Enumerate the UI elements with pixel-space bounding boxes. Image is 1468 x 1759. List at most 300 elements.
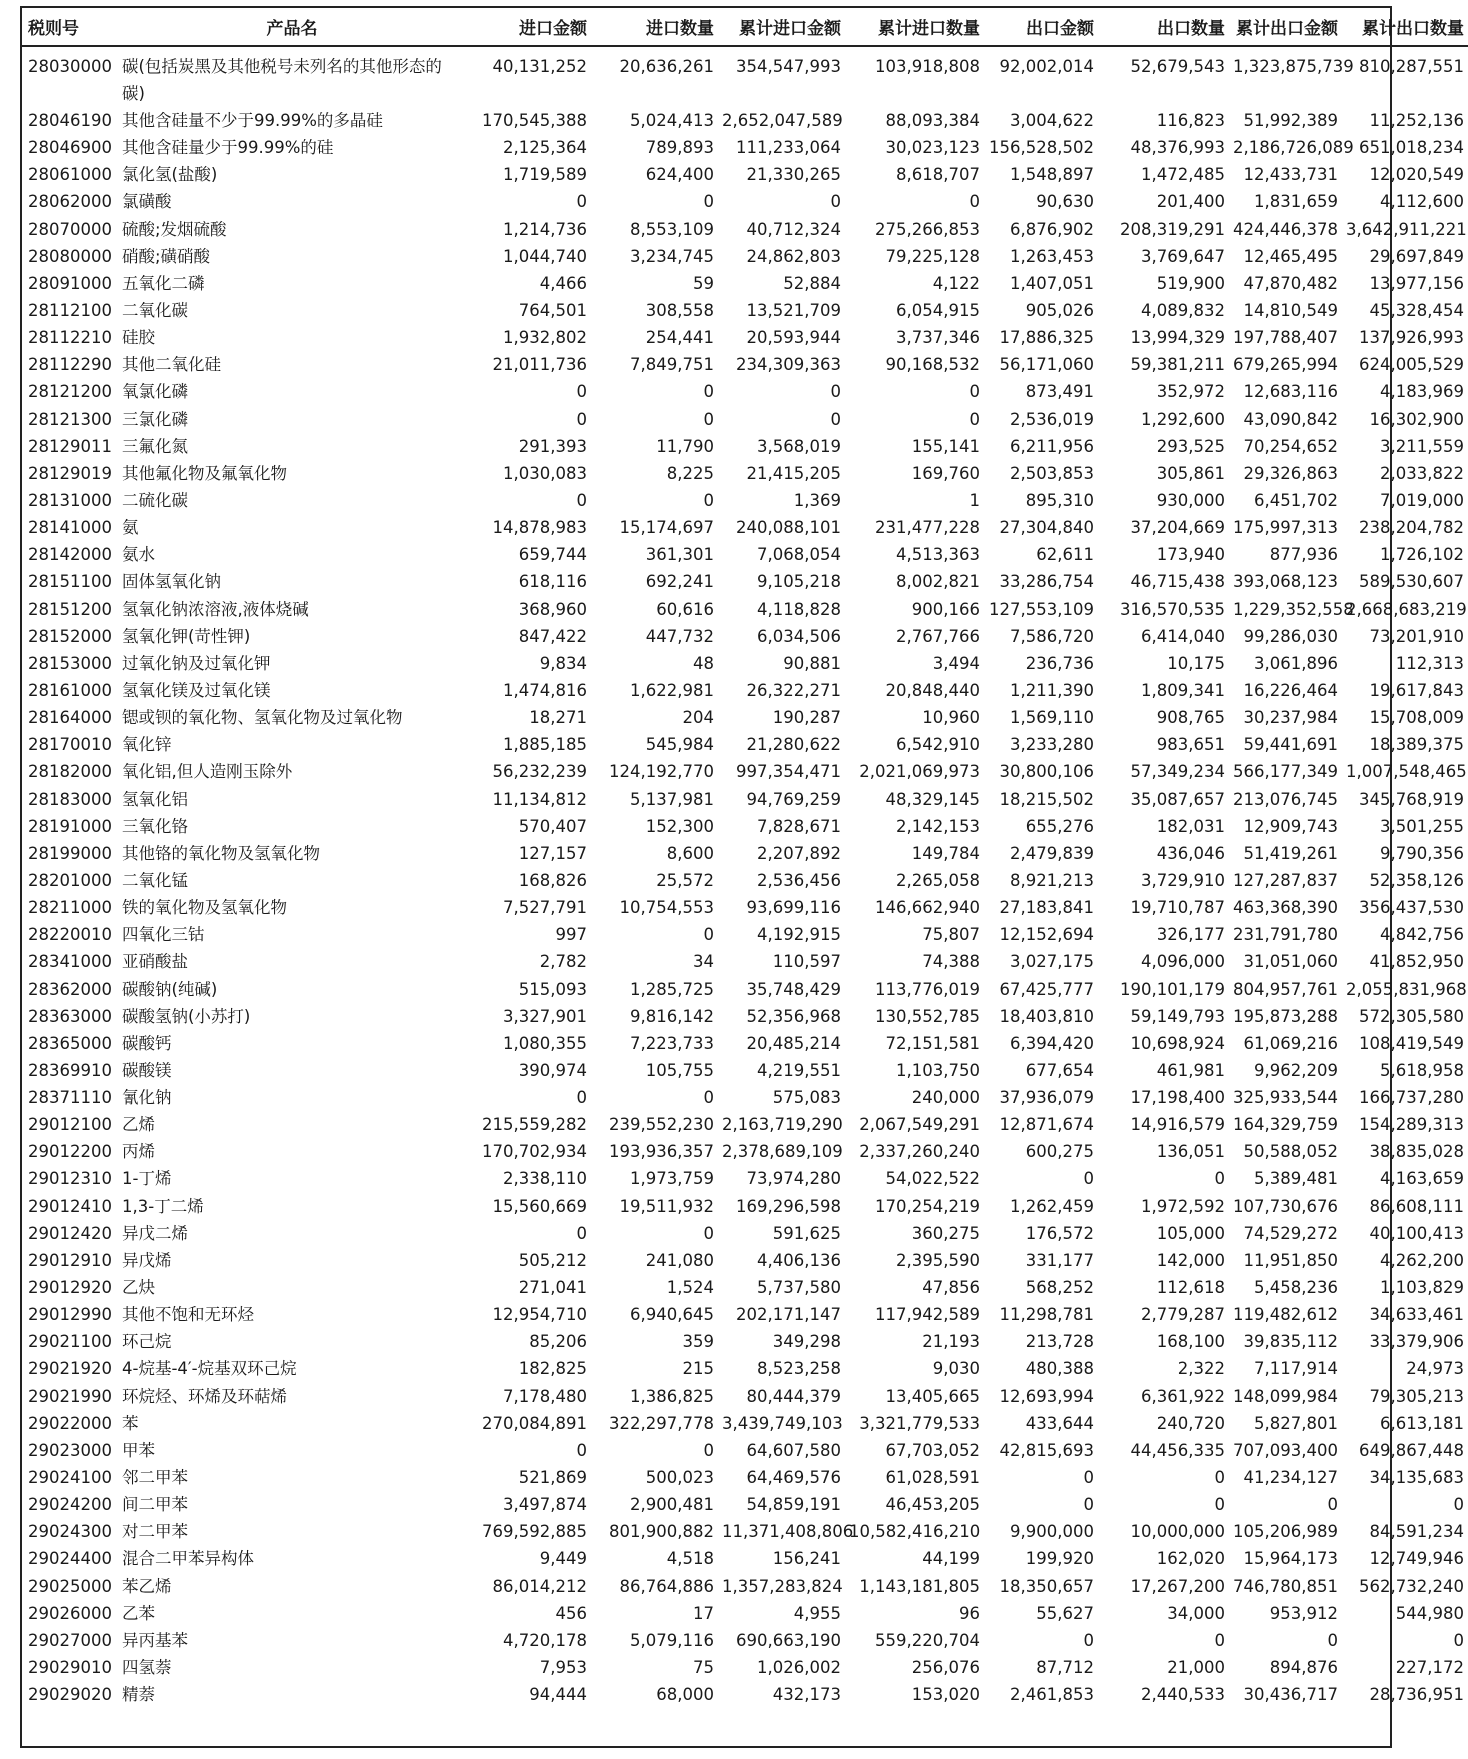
cell-product-name: 氯磺酸 <box>122 192 172 212</box>
cell-tariff-code: 29012420 <box>28 1223 112 1243</box>
cell-cumulative-export-amount: 424,446,378 <box>1233 219 1338 239</box>
cell-import-quantity: 1,386,825 <box>630 1386 714 1406</box>
cell-import-quantity: 75 <box>693 1658 714 1678</box>
cell-cumulative-import-amount: 432,173 <box>772 1685 841 1705</box>
cell-import-quantity: 254,441 <box>645 328 714 348</box>
cell-cumulative-export-amount: 175,997,313 <box>1233 518 1338 538</box>
cell-cumulative-import-quantity: 96 <box>959 1603 980 1623</box>
cell-import-amount: 86,014,212 <box>492 1576 587 1596</box>
cell-export-amount: 92,002,014 <box>999 57 1094 76</box>
cell-tariff-code: 28112100 <box>28 300 112 320</box>
cell-import-amount: 0 <box>576 1223 587 1243</box>
cell-cumulative-export-amount: 5,458,236 <box>1254 1278 1338 1298</box>
table-row <box>22 731 1468 758</box>
cell-export-amount: 895,310 <box>1025 490 1094 510</box>
cell-tariff-code: 28164000 <box>28 708 112 728</box>
cell-cumulative-import-amount: 54,859,191 <box>746 1495 841 1515</box>
cell-cumulative-export-amount: 16,226,464 <box>1243 680 1338 700</box>
cell-cumulative-export-amount: 30,237,984 <box>1243 708 1338 728</box>
cell-export-quantity: 52,679,543 <box>1130 57 1225 76</box>
cell-cumulative-import-amount: 64,607,580 <box>746 1440 841 1460</box>
cell-tariff-code: 28131000 <box>28 490 112 510</box>
cell-cumulative-export-quantity: 28,736,951 <box>1369 1685 1464 1705</box>
table-row <box>22 1165 1468 1192</box>
cell-cumulative-export-quantity: 649,867,448 <box>1359 1440 1464 1460</box>
cell-cumulative-export-amount: 804,957,761 <box>1233 979 1338 999</box>
table-row <box>22 813 1468 840</box>
cell-cumulative-export-amount: 1,323,875,739 <box>1233 57 1354 76</box>
cell-cumulative-import-quantity: 54,022,522 <box>885 1169 980 1189</box>
cell-tariff-code: 28152000 <box>28 626 112 646</box>
cell-tariff-code: 28070000 <box>28 219 112 239</box>
cell-cumulative-import-amount: 8,523,258 <box>757 1359 841 1379</box>
cell-tariff-code: 28220010 <box>28 925 112 945</box>
cell-cumulative-export-amount: 953,912 <box>1269 1603 1338 1623</box>
cell-cumulative-export-quantity: 154,289,313 <box>1359 1115 1464 1135</box>
cell-import-quantity: 124,192,770 <box>609 762 714 782</box>
cell-import-quantity: 3,234,745 <box>630 246 714 266</box>
cell-cumulative-import-quantity: 240,000 <box>911 1088 980 1108</box>
cell-cumulative-import-quantity: 48,329,145 <box>885 789 980 809</box>
table-row <box>22 948 1468 975</box>
table-row <box>22 1654 1468 1681</box>
cell-export-quantity: 162,020 <box>1156 1549 1225 1569</box>
cell-cumulative-import-quantity: 3,494 <box>932 653 980 673</box>
cell-export-quantity: 0 <box>1214 1630 1225 1650</box>
cell-export-amount: 156,528,502 <box>989 138 1094 158</box>
cell-import-quantity: 60,616 <box>656 599 714 619</box>
cell-export-amount: 1,263,453 <box>1010 246 1094 266</box>
cell-product-name: 乙烯 <box>122 1115 155 1135</box>
cell-cumulative-export-quantity: 589,530,607 <box>1359 572 1464 592</box>
cell-export-quantity: 1,809,341 <box>1141 680 1225 700</box>
cell-import-amount: 271,041 <box>518 1278 587 1298</box>
cell-import-quantity: 204 <box>682 708 714 728</box>
cell-tariff-code: 29012910 <box>28 1250 112 1270</box>
cell-cumulative-export-amount: 877,936 <box>1269 545 1338 565</box>
cell-import-amount: 1,885,185 <box>503 735 587 755</box>
table-row <box>22 1220 1468 1247</box>
cell-cumulative-import-quantity: 10,582,416,210 <box>849 1522 981 1542</box>
cell-cumulative-import-quantity: 2,067,549,291 <box>859 1115 980 1135</box>
cell-export-amount: 433,644 <box>1025 1413 1094 1433</box>
cell-export-amount: 12,152,694 <box>999 925 1094 945</box>
cell-cumulative-import-amount: 21,330,265 <box>746 165 841 185</box>
cell-cumulative-export-quantity: 108,419,549 <box>1359 1033 1464 1053</box>
cell-cumulative-export-amount: 11,951,850 <box>1243 1250 1338 1270</box>
cell-import-amount: 570,407 <box>518 816 587 836</box>
table-row <box>22 1328 1468 1355</box>
cell-tariff-code: 29012200 <box>28 1142 112 1162</box>
cell-product-name: 碳酸钠(纯碱) <box>122 979 218 999</box>
cell-tariff-code: 29029010 <box>28 1658 112 1678</box>
cell-cumulative-import-quantity: 72,151,581 <box>885 1033 980 1053</box>
cell-export-quantity: 10,000,000 <box>1130 1522 1225 1542</box>
cell-product-name: 苯乙烯 <box>122 1576 172 1596</box>
cell-cumulative-export-quantity: 52,358,126 <box>1369 870 1464 890</box>
cell-cumulative-export-quantity: 356,437,530 <box>1359 898 1464 918</box>
cell-cumulative-export-amount: 5,827,801 <box>1254 1413 1338 1433</box>
cell-cumulative-import-amount: 7,828,671 <box>757 816 841 836</box>
table-row <box>22 1030 1468 1057</box>
cell-tariff-code: 28046900 <box>28 138 112 158</box>
cell-import-amount: 1,044,740 <box>503 246 587 266</box>
header-cumulative-import-amount: 累计进口金额 <box>718 8 845 46</box>
cell-cumulative-import-quantity: 103,918,808 <box>875 57 980 76</box>
cell-export-amount: 6,211,956 <box>1010 436 1094 456</box>
cell-export-quantity: 13,994,329 <box>1130 328 1225 348</box>
cell-tariff-code: 29024100 <box>28 1468 112 1488</box>
cell-cumulative-export-quantity: 3,642,911,221 <box>1346 219 1467 239</box>
cell-export-quantity: 35,087,657 <box>1130 789 1225 809</box>
cell-cumulative-import-quantity: 2,395,590 <box>896 1250 980 1270</box>
cell-export-amount: 677,654 <box>1025 1060 1094 1080</box>
cell-cumulative-import-quantity: 170,254,219 <box>875 1196 980 1216</box>
cell-tariff-code: 28112290 <box>28 355 112 375</box>
cell-export-amount: 12,693,994 <box>999 1386 1094 1406</box>
cell-cumulative-export-amount: 59,441,691 <box>1243 735 1338 755</box>
cell-cumulative-import-quantity: 256,076 <box>911 1658 980 1678</box>
cell-tariff-code: 28199000 <box>28 843 112 863</box>
cell-cumulative-import-amount: 21,415,205 <box>746 463 841 483</box>
cell-cumulative-import-quantity: 3,737,346 <box>896 328 980 348</box>
cell-import-quantity: 0 <box>703 1223 714 1243</box>
cell-tariff-code: 28183000 <box>28 789 112 809</box>
cell-export-amount: 655,276 <box>1025 816 1094 836</box>
cell-export-quantity: 46,715,438 <box>1130 572 1225 592</box>
cell-import-amount: 1,080,355 <box>503 1033 587 1053</box>
cell-product-name: 氧化锌 <box>122 735 172 755</box>
cell-cumulative-import-amount: 354,547,993 <box>736 57 841 76</box>
cell-cumulative-import-amount: 4,955 <box>793 1603 841 1623</box>
cell-product-name: 三氟化氮 <box>122 436 188 456</box>
table-row <box>22 1355 1468 1382</box>
cell-product-name: 其他含硅量不少于99.99%的多晶硅 <box>122 111 383 130</box>
cell-cumulative-import-quantity: 2,767,766 <box>896 626 980 646</box>
cell-export-amount: 176,572 <box>1025 1223 1094 1243</box>
cell-cumulative-export-amount: 894,876 <box>1269 1658 1338 1678</box>
cell-cumulative-export-quantity: 345,768,919 <box>1359 789 1464 809</box>
cell-cumulative-export-amount: 12,683,116 <box>1243 382 1338 402</box>
table-row <box>22 188 1468 215</box>
cell-cumulative-export-amount: 213,076,745 <box>1233 789 1338 809</box>
cell-tariff-code: 29025000 <box>28 1576 112 1596</box>
table-row <box>22 1247 1468 1274</box>
cell-export-amount: 568,252 <box>1025 1278 1094 1298</box>
cell-cumulative-export-quantity: 651,018,234 <box>1359 138 1464 158</box>
cell-cumulative-import-amount: 26,322,271 <box>746 680 841 700</box>
cell-import-quantity: 10,754,553 <box>619 898 714 918</box>
cell-import-amount: 170,702,934 <box>482 1142 587 1162</box>
cell-cumulative-export-quantity: 84,591,234 <box>1369 1522 1464 1542</box>
table-row <box>22 1518 1468 1545</box>
cell-cumulative-import-amount: 52,884 <box>783 273 841 293</box>
cell-export-quantity: 3,729,910 <box>1141 870 1225 890</box>
cell-cumulative-export-quantity: 19,617,843 <box>1369 680 1464 700</box>
cell-import-amount: 127,157 <box>518 843 587 863</box>
cell-tariff-code: 28161000 <box>28 680 112 700</box>
cell-cumulative-export-amount: 50,588,052 <box>1243 1142 1338 1162</box>
cell-import-quantity: 19,511,932 <box>619 1196 714 1216</box>
cell-tariff-code: 28080000 <box>28 246 112 266</box>
cell-cumulative-export-amount: 74,529,272 <box>1243 1223 1338 1243</box>
cell-export-quantity: 305,861 <box>1156 463 1225 483</box>
cell-tariff-code: 28129019 <box>28 463 112 483</box>
cell-cumulative-import-quantity: 559,220,704 <box>875 1630 980 1650</box>
cell-import-amount: 4,466 <box>539 273 587 293</box>
cell-cumulative-export-quantity: 45,328,454 <box>1369 300 1464 320</box>
table-row <box>22 568 1468 595</box>
cell-tariff-code: 29012100 <box>28 1115 112 1135</box>
cell-cumulative-export-quantity: 4,112,600 <box>1380 192 1464 212</box>
table-row <box>22 460 1468 487</box>
cell-import-quantity: 0 <box>703 409 714 429</box>
cell-cumulative-import-quantity: 75,807 <box>922 925 980 945</box>
cell-import-quantity: 1,285,725 <box>630 979 714 999</box>
cell-cumulative-import-amount: 0 <box>830 409 841 429</box>
cell-cumulative-import-quantity: 9,030 <box>932 1359 980 1379</box>
cell-cumulative-export-amount: 127,287,837 <box>1233 870 1338 890</box>
cell-cumulative-export-amount: 43,090,842 <box>1243 409 1338 429</box>
cell-cumulative-export-quantity: 4,842,756 <box>1380 925 1464 945</box>
cell-cumulative-export-amount: 119,482,612 <box>1233 1305 1338 1325</box>
cell-cumulative-import-quantity: 1,143,181,805 <box>859 1576 980 1596</box>
cell-tariff-code: 28341000 <box>28 952 112 972</box>
cell-cumulative-import-quantity: 8,618,707 <box>896 165 980 185</box>
cell-import-quantity: 8,553,109 <box>630 219 714 239</box>
cell-import-quantity: 2,900,481 <box>630 1495 714 1515</box>
cell-cumulative-export-quantity: 79,305,213 <box>1369 1386 1464 1406</box>
cell-tariff-code: 28182000 <box>28 762 112 782</box>
table-row <box>22 243 1468 270</box>
cell-import-quantity: 4,518 <box>666 1549 714 1569</box>
cell-cumulative-export-quantity: 38,835,028 <box>1369 1142 1464 1162</box>
table-row <box>22 976 1468 1003</box>
cell-tariff-code: 29023000 <box>28 1440 112 1460</box>
cell-export-quantity: 112,618 <box>1156 1278 1225 1298</box>
cell-cumulative-import-amount: 2,163,719,290 <box>722 1115 843 1135</box>
header-import-amount: 进口金额 <box>466 8 591 46</box>
cell-import-quantity: 152,300 <box>645 816 714 836</box>
cell-export-amount: 127,553,109 <box>989 599 1094 619</box>
table-row <box>22 107 1468 134</box>
cell-cumulative-export-amount: 14,810,549 <box>1243 300 1338 320</box>
cell-export-quantity: 10,698,924 <box>1130 1033 1225 1053</box>
cell-cumulative-import-amount: 24,862,803 <box>746 246 841 266</box>
cell-export-amount: 3,027,175 <box>1010 952 1094 972</box>
cell-cumulative-export-quantity: 9,790,356 <box>1380 843 1464 863</box>
cell-cumulative-export-amount: 164,329,759 <box>1233 1115 1338 1135</box>
cell-export-amount: 600,275 <box>1025 1142 1094 1162</box>
cell-cumulative-import-amount: 35,748,429 <box>746 979 841 999</box>
cell-export-amount: 27,183,841 <box>999 898 1094 918</box>
cell-export-amount: 55,627 <box>1036 1603 1094 1623</box>
cell-export-quantity: 59,381,211 <box>1130 355 1225 375</box>
cell-import-quantity: 8,600 <box>666 843 714 863</box>
cell-import-quantity: 359 <box>682 1332 714 1352</box>
table-row <box>22 867 1468 894</box>
cell-product-name: 碳酸镁 <box>122 1060 172 1080</box>
cell-import-quantity: 11,790 <box>656 436 714 456</box>
cell-cumulative-import-amount: 1,026,002 <box>757 1658 841 1678</box>
cell-cumulative-import-quantity: 3,321,779,533 <box>859 1413 980 1433</box>
cell-product-name: 碳酸钙 <box>122 1033 172 1053</box>
cell-cumulative-import-amount: 20,593,944 <box>746 328 841 348</box>
cell-export-amount: 67,425,777 <box>999 979 1094 999</box>
table-row <box>22 487 1468 514</box>
cell-cumulative-import-amount: 80,444,379 <box>746 1386 841 1406</box>
cell-cumulative-import-amount: 11,371,408,806 <box>722 1522 854 1542</box>
cell-import-quantity: 215 <box>682 1359 714 1379</box>
cell-product-name: 其他铬的氧化物及氢氧化物 <box>122 843 320 863</box>
cell-import-amount: 7,527,791 <box>503 898 587 918</box>
cell-export-amount: 42,815,693 <box>999 1440 1094 1460</box>
cell-import-quantity: 624,400 <box>645 165 714 185</box>
cell-import-quantity: 0 <box>703 192 714 212</box>
cell-product-name: 异戊烯 <box>122 1250 172 1270</box>
cell-tariff-code: 28201000 <box>28 870 112 890</box>
cell-product-name: 四氢萘 <box>122 1658 172 1678</box>
cell-tariff-code: 28153000 <box>28 653 112 673</box>
cell-product-name: 碳(包括炭黑及其他税号未列名的其他形态的碳) <box>122 57 442 103</box>
table-row <box>22 1193 1468 1220</box>
cell-export-quantity: 240,720 <box>1156 1413 1225 1433</box>
cell-import-quantity: 68,000 <box>656 1685 714 1705</box>
cell-export-quantity: 21,000 <box>1167 1658 1225 1678</box>
table-row <box>22 1573 1468 1600</box>
cell-cumulative-export-quantity: 73,201,910 <box>1369 626 1464 646</box>
cell-export-amount: 873,491 <box>1025 382 1094 402</box>
header-export-amount: 出口金额 <box>984 8 1098 46</box>
cell-tariff-code: 29012410 <box>28 1196 112 1216</box>
cell-cumulative-export-quantity: 112,313 <box>1395 653 1464 673</box>
cell-export-amount: 2,536,019 <box>1010 409 1094 429</box>
cell-cumulative-export-amount: 0 <box>1327 1495 1338 1515</box>
cell-import-quantity: 9,816,142 <box>630 1006 714 1026</box>
cell-cumulative-import-quantity: 149,784 <box>911 843 980 863</box>
cell-cumulative-import-amount: 90,881 <box>783 653 841 673</box>
cell-export-quantity: 136,051 <box>1156 1142 1225 1162</box>
cell-export-quantity: 4,096,000 <box>1141 952 1225 972</box>
cell-tariff-code: 28030000 <box>28 57 112 76</box>
cell-cumulative-import-quantity: 117,942,589 <box>875 1305 980 1325</box>
cell-cumulative-import-quantity: 74,388 <box>922 952 980 972</box>
cell-cumulative-export-quantity: 810,287,551 <box>1359 57 1464 76</box>
cell-export-quantity: 2,322 <box>1177 1359 1225 1379</box>
cell-cumulative-import-quantity: 146,662,940 <box>875 898 980 918</box>
cell-cumulative-import-amount: 4,192,915 <box>757 925 841 945</box>
cell-tariff-code: 28142000 <box>28 545 112 565</box>
cell-import-quantity: 239,552,230 <box>609 1115 714 1135</box>
table-row <box>22 1274 1468 1301</box>
cell-product-name: 固体氢氧化钠 <box>122 572 221 592</box>
cell-import-amount: 56,232,239 <box>492 762 587 782</box>
table-row <box>22 758 1468 785</box>
cell-cumulative-export-quantity: 0 <box>1453 1495 1464 1515</box>
cell-cumulative-export-amount: 1,229,352,558 <box>1233 599 1354 619</box>
cell-tariff-code: 28061000 <box>28 165 112 185</box>
cell-import-quantity: 0 <box>703 1440 714 1460</box>
cell-export-amount: 6,394,420 <box>1010 1033 1094 1053</box>
cell-import-quantity: 0 <box>703 925 714 945</box>
cell-product-name: 锶或钡的氧化物、氢氧化物及过氧化物 <box>122 708 403 728</box>
cell-cumulative-import-quantity: 6,542,910 <box>896 735 980 755</box>
cell-product-name: 二氧化锰 <box>122 870 188 890</box>
cell-export-amount: 18,350,657 <box>999 1576 1094 1596</box>
cell-product-name: 硝酸;磺硝酸 <box>122 246 211 266</box>
cell-cumulative-export-quantity: 227,172 <box>1395 1658 1464 1678</box>
cell-export-amount: 11,298,781 <box>999 1305 1094 1325</box>
cell-cumulative-import-amount: 169,296,598 <box>736 1196 841 1216</box>
cell-product-name: 氢氧化镁及过氧化镁 <box>122 680 271 700</box>
cell-tariff-code: 28121200 <box>28 382 112 402</box>
table-row <box>22 324 1468 351</box>
cell-import-amount: 94,444 <box>529 1685 587 1705</box>
cell-import-amount: 15,560,669 <box>492 1196 587 1216</box>
table-row <box>22 270 1468 297</box>
cell-export-amount: 2,479,839 <box>1010 843 1094 863</box>
table-row <box>22 1057 1468 1084</box>
cell-import-amount: 270,084,891 <box>482 1413 587 1433</box>
cell-product-name: 其他含硅量少于99.99%的硅 <box>122 138 334 158</box>
cell-import-amount: 170,545,388 <box>482 111 587 130</box>
cell-import-quantity: 7,223,733 <box>630 1033 714 1053</box>
cell-export-quantity: 293,525 <box>1156 436 1225 456</box>
cell-cumulative-export-quantity: 166,737,280 <box>1359 1088 1464 1108</box>
cell-cumulative-export-quantity: 7,019,000 <box>1380 490 1464 510</box>
table-row <box>22 1138 1468 1165</box>
cell-export-quantity: 37,204,669 <box>1130 518 1225 538</box>
cell-cumulative-import-amount: 156,241 <box>772 1549 841 1569</box>
cell-export-amount: 3,233,280 <box>1010 735 1094 755</box>
cell-import-amount: 456 <box>555 1603 587 1623</box>
cell-cumulative-import-quantity: 88,093,384 <box>885 111 980 130</box>
cell-tariff-code: 28121300 <box>28 409 112 429</box>
table-row <box>22 921 1468 948</box>
cell-cumulative-export-quantity: 16,302,900 <box>1369 409 1464 429</box>
cell-cumulative-export-amount: 197,788,407 <box>1233 328 1338 348</box>
trade-statistics-page <box>20 6 1467 1750</box>
cell-import-quantity: 193,936,357 <box>609 1142 714 1162</box>
cell-import-amount: 769,592,885 <box>482 1522 587 1542</box>
cell-cumulative-export-amount: 2,186,726,089 <box>1233 138 1354 158</box>
cell-cumulative-export-amount: 51,992,389 <box>1243 111 1338 130</box>
cell-export-amount: 1,262,459 <box>1010 1196 1094 1216</box>
cell-import-amount: 3,327,901 <box>503 1006 587 1026</box>
header-cumulative-export-quantity: 累计出口数量 <box>1342 8 1468 46</box>
cell-cumulative-export-quantity: 4,262,200 <box>1380 1250 1464 1270</box>
table-row <box>22 596 1468 623</box>
cell-export-quantity: 201,400 <box>1156 192 1225 212</box>
header-cumulative-import-quantity: 累计进口数量 <box>845 8 984 46</box>
cell-import-amount: 9,834 <box>539 653 587 673</box>
cell-product-name: 三氯化磷 <box>122 409 188 429</box>
table-row <box>22 1600 1468 1627</box>
cell-import-amount: 2,338,110 <box>503 1169 587 1189</box>
cell-cumulative-import-amount: 690,663,190 <box>736 1630 841 1650</box>
cell-export-quantity: 14,916,579 <box>1130 1115 1225 1135</box>
table-row <box>22 1111 1468 1138</box>
cell-import-amount: 0 <box>576 1088 587 1108</box>
cell-import-quantity: 0 <box>703 1088 714 1108</box>
cell-product-name: 硫酸;发烟硫酸 <box>122 219 227 239</box>
table-header <box>22 8 1468 46</box>
cell-import-amount: 14,878,983 <box>492 518 587 538</box>
cell-export-quantity: 6,361,922 <box>1141 1386 1225 1406</box>
cell-cumulative-export-amount: 51,419,261 <box>1243 843 1338 863</box>
table-row <box>22 704 1468 731</box>
trade-table <box>22 8 1468 1708</box>
